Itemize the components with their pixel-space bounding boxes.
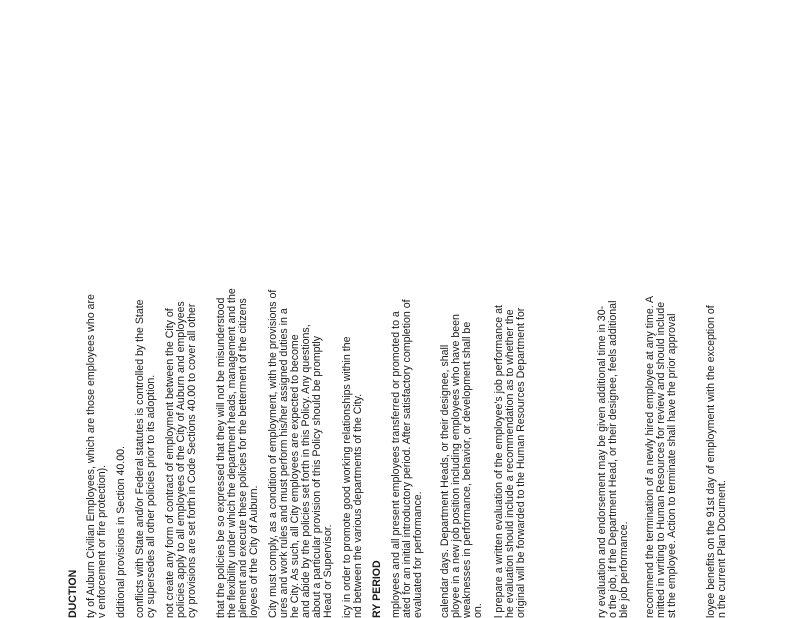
evaluation-line-1: l prepare a written evaluation of the employee's job performance at [493, 305, 505, 618]
extension-line-1: ry evaluation and endorsement may be given additional time in 30- [596, 305, 608, 618]
probation-line-1: mployees and all present employees transferred or promoted to a [390, 311, 402, 618]
calendar-line-4: on. [472, 603, 484, 618]
conflict-line-1: conflicts with State and/or Federal statutes is controlled by the State [134, 299, 146, 618]
benefits-line-1: loyee benefits on the 91st day of employment with the exception of [705, 305, 717, 618]
intent-line-2: the flexibility under which the department heads, management and the [226, 288, 238, 618]
section-reference-line: dditional provisions in Section 40.00. [115, 446, 127, 618]
probation-line-2: ated for an initial introductory period. After satisfactory completion of [401, 299, 413, 618]
evaluation-line-3: original will be forwarded to the Human Resources Department for [515, 307, 527, 618]
intro-line-1: ty of Auburn Civilian Employees, which are those employees who are [85, 294, 97, 618]
comply-line-4: and abide by the policies set forth in this Policy. Any questions, [300, 324, 312, 618]
heading-introduction: DUCTION [67, 569, 79, 618]
intent-line-3: plement and execute these policies for the betterment of the citizens [237, 298, 249, 618]
contract-line-2: policies apply to all employees of the City of Auburn and employees [175, 301, 187, 618]
termination-line-3: st the employee. Action to terminate shall have the prior approval [666, 313, 678, 618]
calendar-line-2: ployee in a new job position including employees who have been [450, 314, 462, 618]
comply-line-5: about a particular provision of this Policy should be promptly [311, 335, 323, 618]
extension-line-3: ble job performance. [618, 521, 630, 618]
promote-line-2: nd between the various departments of the City. [352, 393, 364, 618]
intent-line-1: that the policies be so expressed that they will not be misunderstood [215, 297, 227, 618]
rotated-document-body-continued [597, 148, 800, 618]
calendar-line-3: weaknesses in performance, behavior, or development shall be [461, 321, 473, 618]
comply-line-2: ures and work rules and must perform his/her assigned duties in a [278, 308, 290, 618]
evaluation-line-2: he evaluation should include a recommendation as to whether the [504, 309, 516, 618]
intent-line-4: loyees of the City of Auburn. [248, 485, 260, 618]
probation-line-3: evaluated for performance. [412, 491, 424, 618]
termination-line-1: recommend the termination of a newly hired employee at any time. A [644, 295, 656, 618]
promote-line-1: icy in order to promote good working relationships within the [341, 336, 353, 618]
intro-line-2: v enforcement or fire protection). [96, 464, 108, 618]
comply-line-3: he City. As such, all City employees are expected to become [289, 334, 301, 618]
comply-line-1: City must comply, as a condition of employment, with the provisions of [267, 289, 279, 618]
comply-line-6: Head or Supervisor. [322, 524, 334, 618]
termination-line-2: mitted in writing to Human Resources for review and should include [655, 301, 667, 618]
contract-line-3: cy provisions are set forth in Code Sections 40.00 to cover all other [186, 303, 198, 618]
conflict-line-2: cy supersedes all other policies prior to its adoption. [145, 374, 157, 618]
calendar-line-1: calendar days. Department Heads, or their designee, shall [439, 344, 451, 618]
extension-line-2: o the job, if the Department Head, or their designee, feels additional [607, 300, 619, 618]
heading-introductory-period: RY PERIOD [371, 560, 383, 618]
benefits-line-2: n the current Plan Document. [716, 480, 728, 618]
contract-line-1: not create any form of contract of employment between the City of [164, 308, 176, 618]
